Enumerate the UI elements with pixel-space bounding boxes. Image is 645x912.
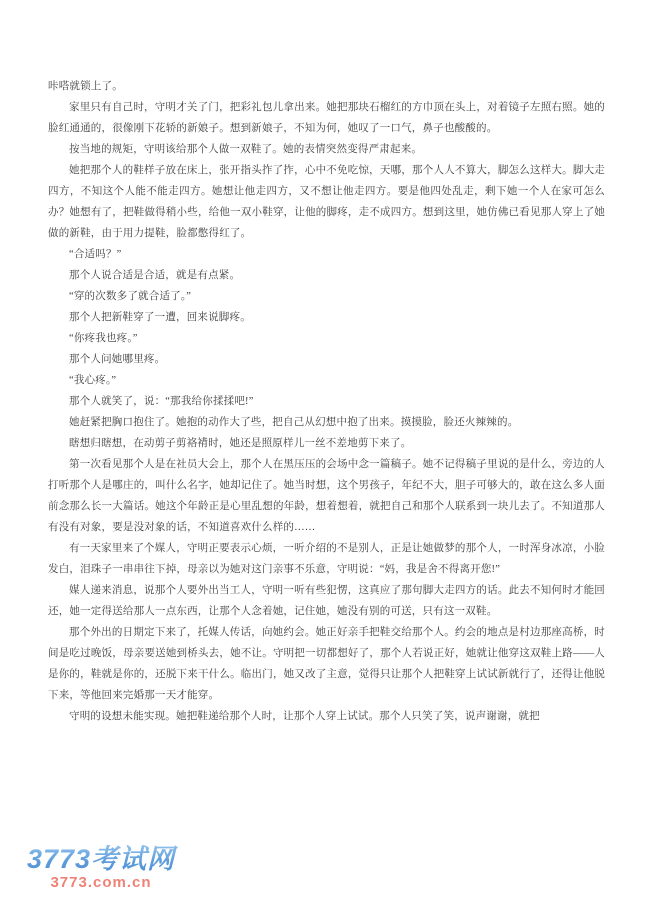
passage-paragraph: 那个外出的日期定下来了，托媒人传话，向她约会。她正好亲手把鞋交给那个人。约会的地点是村边那座高桥，时间是吃过晚饭，母亲要送她到桥头去，她不让。守明把一切都想好了，那个人若说正好，她就让他穿这双鞋上路——人是你的，鞋就是你的，还脱下来干什么。临出门，她又改了主意，觉得只让那个人把鞋穿上试试新就行了，还得让他脱下来，等他回来完婚那一天才能穿。 <box>48 627 605 701</box>
passage-paragraph: 瞎想归瞎想，在动剪子剪袼褙时，她还是照原样儿一丝不差地剪下来了。 <box>69 438 412 449</box>
passage-paragraph: 按当地的规矩，守明该给那个人做一双鞋了。她的表情突然变得严肃起来。 <box>69 144 423 155</box>
watermark-logo <box>16 845 186 892</box>
watermark-site-name: 3773考试网 <box>16 845 186 874</box>
passage-dialogue-line: “我心疼。” <box>69 375 117 386</box>
passage-paragraph: 咔嗒就锁上了。 <box>48 81 123 92</box>
passage-dialogue-line: “合适吗？” <box>69 249 122 260</box>
passage-paragraph: 那个人把新鞋穿了一遭，回来说脚疼。 <box>69 312 251 323</box>
passage-paragraph: 媒人递来消息，说那个人要外出当工人，守明一听有些犯愣，这真应了那句脚大走四方的话。此去不知何时才能回还，她一定得送给那人一点东西，让那个人念着她，记住她，她没有别的可送，只有这一双鞋。 <box>48 585 605 617</box>
passage-paragraph: 那个人说合适是合适，就是有点紧。 <box>69 270 241 281</box>
watermark-site-url: 3773.com.cn <box>50 874 152 891</box>
passage-paragraph: 家里只有自己时，守明才关了门，把彩礼包儿拿出来。她把那块石榴红的方巾顶在头上，对着镜子左照右照。她的脸红通通的，很像刚下花轿的新娘子。想到新娘子，不知为何，她叹了一口气，鼻子也酸酸的。 <box>48 102 605 134</box>
passage-paragraph: 有一天家里来了个媒人，守明正要表示心烦，一听介绍的不是别人，正是让她做梦的那个人，一时浑身冰凉，小脸发白，泪珠子一串串往下掉，母亲以为她对这门亲事不乐意，守明说：“妈，我是舍不得离开您!” <box>48 543 605 575</box>
passage-paragraph: 那个人问她哪里疼。 <box>69 354 166 365</box>
passage-paragraph: 她把那个人的鞋样子放在床上，张开指头拃了拃，心中不免吃惊，天哪，那个人人不算大，脚怎么这样大。脚大走四方，不知这个人能不能走四方。她想让他走四方，又不想让他走四方。要是他四处乱走，剩下她一个人在家可怎么办？她想有了，把鞋做得稍小些，给他一双小鞋穿，让他的脚疼，走不成四方。想到这里，她仿佛已看见那人穿上了她做的新鞋，由于用力提鞋，脸都憋得红了。 <box>48 165 605 239</box>
reading-passage <box>48 76 605 727</box>
passage-dialogue-line: “穿的次数多了就合适了。” <box>69 291 192 302</box>
passage-dialogue-line: “你疼我也疼。” <box>69 333 138 344</box>
passage-paragraph: 第一次看见那个人是在社员大会上，那个人在黑压压的会场中念一篇稿子。她不记得稿子里说的是什么，旁边的人打听那个人是哪庄的，叫什么名字，她却记住了。她当时想，这个男孩子，年纪不大，胆子可够大的，敢在这么多人面前念那么长一大篇话。她这个年龄正是心里乱想的年龄，想着想着，就把自己和那个人联系到一块儿去了。不知道那人有没有对象，要是没对象的话，不知道喜欢什么样的…… <box>48 459 605 533</box>
passage-paragraph: 她赶紧把胸口抱住了。她抱的动作大了些，把自己从幻想中抱了出来。摸摸脸，脸还火辣辣的。 <box>69 417 519 428</box>
passage-paragraph: 那个人就笑了，说：“那我给你揉揉吧!” <box>69 396 254 407</box>
passage-paragraph: 守明的设想未能实现。她把鞋递给那个人时，让那个人穿上试试。那个人只笑了笑，说声谢谢，就把 <box>69 711 540 722</box>
